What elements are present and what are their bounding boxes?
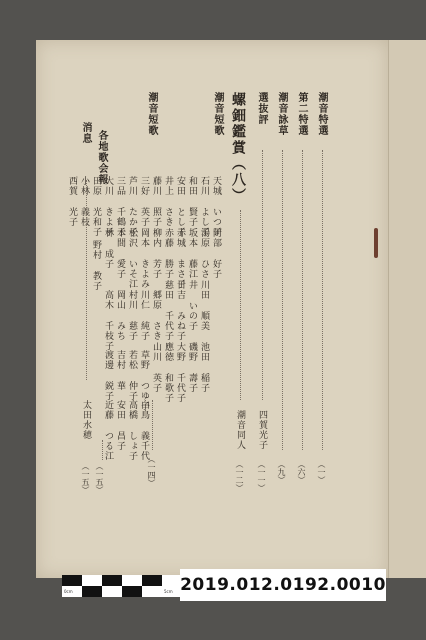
dotted-leader xyxy=(282,150,283,450)
page-number: （六） xyxy=(297,460,306,484)
measurement-scale-bar xyxy=(62,575,180,597)
contributor-name: 高橋 しょ子 xyxy=(127,400,137,461)
scale-block xyxy=(122,586,142,597)
toc-heading-shiosai-tokusen: 潮音特選 xyxy=(316,92,327,136)
contributor-name: 吉村 華 xyxy=(115,350,125,391)
contributor-name: 慈田 千代子 xyxy=(163,280,173,341)
contributor-name: 三品 千鶴子 xyxy=(115,176,125,237)
contributor-name: 石川 よし子 xyxy=(199,176,209,237)
contributor-name: 草野 つゆ子 xyxy=(139,350,149,411)
contributor-name: 白鳥 義千代 xyxy=(139,400,149,461)
contributor-name: 安田 昌子 xyxy=(115,400,125,451)
scale-block xyxy=(82,586,102,597)
contributor-name: 赤藤 勝子 xyxy=(163,228,173,279)
contributor-name: 池田 稲子 xyxy=(199,342,209,393)
contributor-name: 應徳 和歌子 xyxy=(163,342,173,403)
contributor-name: 川田 順美 xyxy=(199,280,209,331)
contributor-name: 郷原 さき xyxy=(151,290,161,341)
contributor-name: 磯野 壽子 xyxy=(187,342,197,393)
contributor-name: 阿部 好子 xyxy=(211,228,221,279)
binding-thread xyxy=(374,228,378,258)
page-number: （一一） xyxy=(257,460,266,492)
contributor-name: 三好 英子 xyxy=(139,176,149,227)
dotted-leader xyxy=(302,150,303,450)
scale-label: 0cm xyxy=(64,589,73,594)
toc-heading-shosoku: 消息 xyxy=(80,122,91,144)
contributor-name: 藤川 照子 xyxy=(151,176,161,227)
toc-heading-tanka2: 潮音短歌 xyxy=(146,92,157,136)
contributor-name: 和田 賢子 xyxy=(187,176,197,227)
contributor-name: 柳内 芳子 xyxy=(151,228,161,279)
toc-heading-tanka: 潮音短歌 xyxy=(212,92,223,136)
dotted-leader xyxy=(152,400,153,450)
contributor-name: 本間 愛子 xyxy=(115,228,125,279)
contributor-name: 高木 千枝子 xyxy=(103,290,113,351)
accession-number-label: 2019.012.0192.0010 xyxy=(180,569,386,601)
contributor-name: 近藤 つる江 xyxy=(103,400,113,461)
contributor-name: 湯原 ひさ xyxy=(199,228,209,279)
contributor-name: 松沢 いそ江 xyxy=(127,228,137,289)
contributor-name: 山川 英子 xyxy=(151,342,161,393)
toc-heading-senbatsu: 選抜評 xyxy=(256,92,267,125)
contributor-name: 安田 とし子 xyxy=(175,176,185,237)
scale-block xyxy=(62,575,82,586)
contributor-name: 岡本 きよみ xyxy=(139,228,149,289)
contributor-name: 田原 光和子 xyxy=(91,176,101,237)
dotted-leader xyxy=(102,440,103,460)
contributor-name: 西賀 光子 xyxy=(67,176,77,227)
contributor-name: 渡邊 鋭子 xyxy=(103,350,113,401)
toc-heading-dai2: 第二特選 xyxy=(296,92,307,136)
contributor-name: 大野 千代子 xyxy=(175,342,185,403)
adjacent-page-edge xyxy=(388,40,426,578)
dotted-leader xyxy=(86,180,87,380)
contributor-name: 川仁 純子 xyxy=(139,290,149,341)
page-number: （一五） xyxy=(81,462,90,494)
contributor-name: 坂本 藤江 xyxy=(187,228,197,279)
contributor-name: 芦川 たか子 xyxy=(127,176,137,237)
toc-heading-kakuchi: 各地歌会報 xyxy=(96,130,107,185)
contributor-name: 井上 さき xyxy=(163,176,173,227)
toc-author: 四賀光子 xyxy=(257,410,267,450)
dotted-leader xyxy=(240,210,241,400)
contributor-name: 野村 教子 xyxy=(91,240,101,291)
scale-block xyxy=(142,575,162,586)
contributor-name: 井 いの子 xyxy=(187,280,197,331)
contributor-name: 天城 いつ子 xyxy=(211,176,221,237)
contributor-name: 岡山 みち xyxy=(115,290,125,341)
toc-heading-eiso: 潮音詠草 xyxy=(276,92,287,136)
contributor-name: 村川 慈子 xyxy=(127,290,137,341)
page-number: （一四） xyxy=(147,455,156,487)
toc-author: 太田水穂 xyxy=(81,400,91,440)
contributor-name: 小林 義枝 xyxy=(79,176,89,227)
toc-author: 潮音同人 xyxy=(235,410,245,450)
page-number: （一） xyxy=(317,460,326,484)
page-number: （一二） xyxy=(235,460,244,492)
contributor-name: 赤城 まさ子 xyxy=(175,228,185,289)
dotted-leader xyxy=(262,150,263,400)
scale-block xyxy=(102,575,122,586)
contributor-name: 若松 仲子 xyxy=(127,350,137,401)
scale-label: 5cm xyxy=(164,589,173,594)
page-number: （一五） xyxy=(95,462,104,494)
contributor-name: 日吉 みね子 xyxy=(175,280,185,341)
toc-heading-rarden: 螺鈿鑑賞（八） xyxy=(230,92,246,204)
contributor-name: 大川 きよ子 xyxy=(103,176,113,237)
page-number: （九） xyxy=(277,460,286,484)
dotted-leader xyxy=(322,150,323,450)
contributor-name: 林 成子 xyxy=(103,228,113,269)
